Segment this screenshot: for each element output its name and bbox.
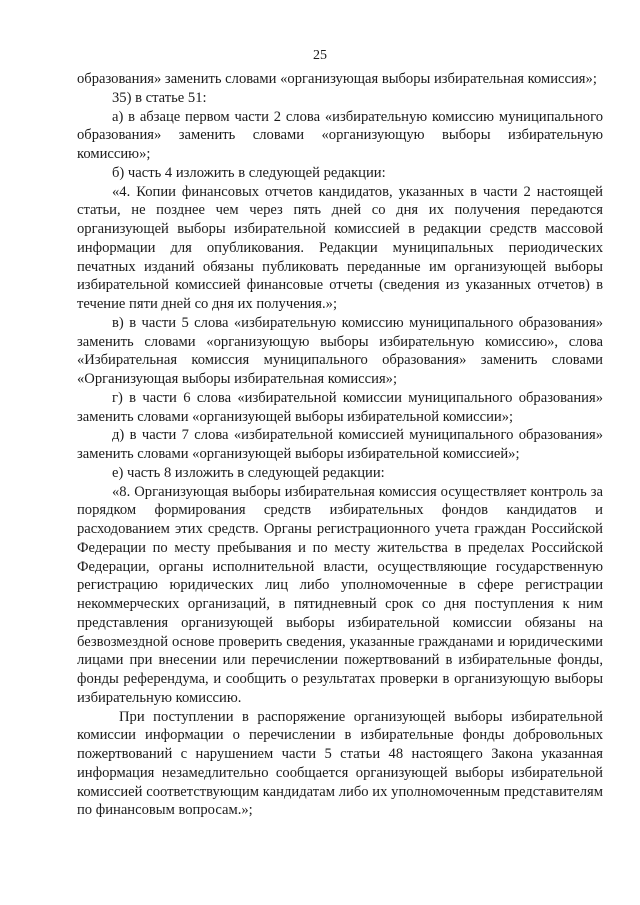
paragraph-continuation: образования» заменить словами «организующая выборы избирательная комиссия»; <box>77 71 597 87</box>
paragraph-subitem-d: д) в части 7 слова «избирательной комиссией муниципального образования» заменить словами «организующей выборы избирательной комиссией»; <box>77 427 603 462</box>
paragraph-subitem-a: а) в абзаце первом части 2 слова «избирательную комиссию муниципального образования» заменить словами «организующую выборы избирательную комиссию»; <box>77 108 603 162</box>
paragraph-part-8-text: «8. Организующая выборы избирательная комиссия осуществляет контроль за порядком формирования средств избирательных фондов кандидатов и расходованием этих средств. Органы регистрационного учета граждан Российской Федерации по месту пребывания и по месту жительства в пределах Российской Федерации, органы исполнительной власти, осуществляющие государственную регистрацию юридических лиц либо уполномоченные в сфере регистрации некоммерческих организаций, в пятидневный срок со дня поступления к ним представления организующей выборы избирательной комиссии обязаны на безвозмездной основе проверить сведения, указанные гражданами и юридическими лицами при внесении или перечислении пожертвований в избирательные фонды, фонды референдума, и сообщить о результатах проверки в организующую выборы избирательную комиссию. <box>77 483 603 706</box>
document-body <box>77 70 603 820</box>
paragraph-item-35: 35) в статье 51: <box>112 89 207 106</box>
paragraph-subitem-e: е) часть 8 изложить в следующей редакции: <box>112 464 385 481</box>
paragraph-subitem-g: г) в части 6 слова «избирательной комиссии муниципального образования» заменить словами «организующей выборы избирательной комиссии»; <box>77 389 603 425</box>
page-number: 25 <box>313 48 327 63</box>
paragraph-part-8-second: При поступлении в распоряжение организующей выборы избирательной комиссии информации о перечислении в избирательные фонды добровольных пожертвований с нарушением части 5 статьи 48 настоящего Закона указанная информация незамедлительно сообщается организующей выборы избирательной комиссией соответствующим кандидатам либо их уполномоченным представителям по финансовым вопросам.»; <box>77 708 603 819</box>
paragraph-part-4-text: «4. Копии финансовых отчетов кандидатов, указанных в части 2 настоящей статьи, не позднее чем через пять дней со дня их получения передаются организующей выборы избирательной комиссией в редакции средств массовой информации для опубликования. Редакции муниципальных периодических печатных изданий обязаны публиковать переданные им организующей выборы избирательной комиссией финансовые отчеты (сведения из указанных отчетов) в течение пяти дней со дня их получения.»; <box>77 183 603 312</box>
paragraph-subitem-b: б) часть 4 изложить в следующей редакции: <box>112 164 386 181</box>
paragraph-subitem-v: в) в части 5 слова «избирательную комиссию муниципального образования» заменить словами «организующую выборы избирательную комиссию», слова «Избирательная комиссия муниципального образования» заменить словами «Организующая выборы избирательная комиссия»; <box>77 314 603 387</box>
